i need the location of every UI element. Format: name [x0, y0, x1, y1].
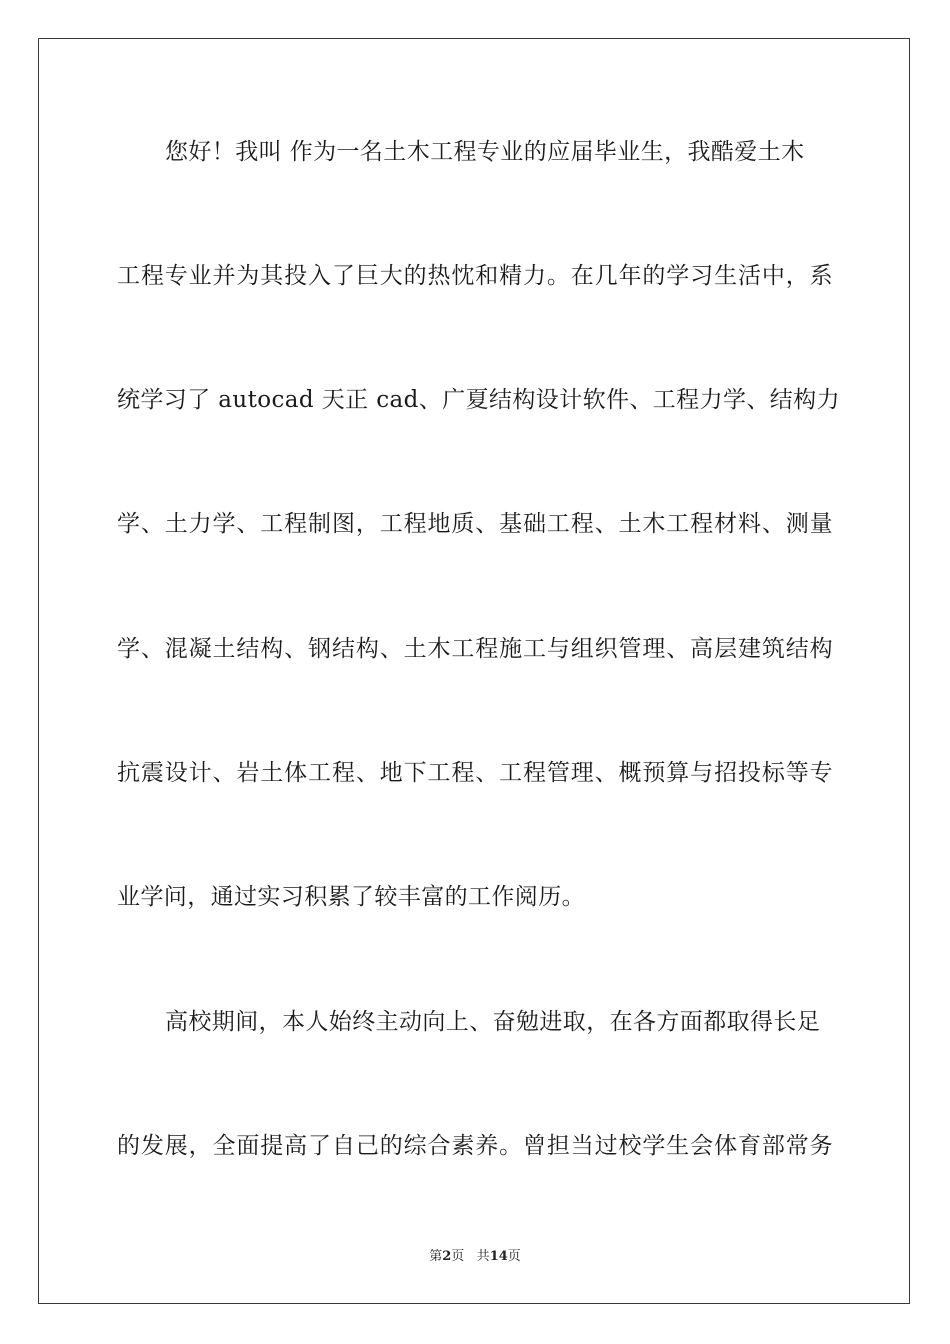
- paragraph-1-line-5: 学、混凝土结构、钢结构、土木工程施工与组织管理、高层建筑结构: [117, 636, 833, 662]
- paragraph-1-line-4: 学、土力学、工程制图，工程地质、基础工程、土木工程材料、测量: [117, 511, 833, 537]
- paragraph-1-line-6: 抗震设计、岩土体工程、地下工程、工程管理、概预算与招投标等专: [117, 760, 833, 786]
- paragraph-1-line-2: 工程专业并为其投入了巨大的热忱和精力。在几年的学习生活中，系: [117, 263, 833, 289]
- page-number: 2: [442, 1249, 452, 1264]
- paragraph-2-line-1: 高校期间，本人始终主动向上、奋勉进取，在各方面都取得长足: [165, 1009, 821, 1035]
- page-prefix: 第: [429, 1249, 443, 1264]
- total-pages: 14: [489, 1249, 508, 1264]
- paragraph-1-line-7: 业学问，通过实习积累了较丰富的工作阅历。: [117, 884, 585, 910]
- total-prefix: 共: [476, 1249, 490, 1264]
- paragraph-1-line-3: 统学习了 autocad 天正 cad、广夏结构设计软件、工程力学、结构力: [117, 387, 840, 413]
- page-border: [38, 38, 910, 1304]
- paragraph-2-line-2: 的发展，全面提高了自己的综合素养。曾担当过校学生会体育部常务: [117, 1133, 833, 1159]
- paragraph-1-line-1: 您好！我叫 作为一名土木工程专业的应届毕业生，我酷爱土木: [165, 139, 805, 165]
- total-suffix: 页: [507, 1249, 521, 1264]
- page-footer: [0, 1248, 950, 1266]
- page-suffix: 页: [451, 1249, 465, 1264]
